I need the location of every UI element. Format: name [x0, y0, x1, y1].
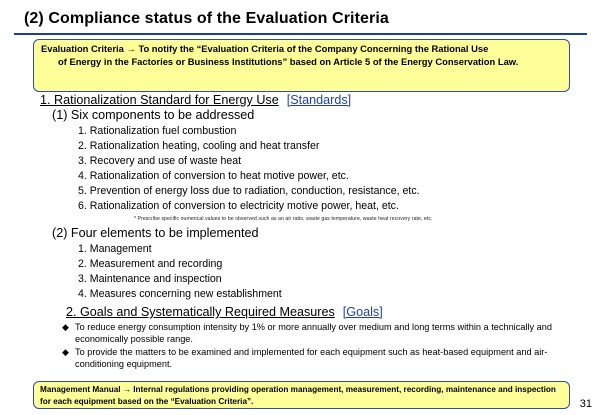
footnote: * Prescribe specific numerical values to be observed such as an air ratio, waste gas temperature, waste heat recovery rate, etc.	[134, 216, 433, 222]
manual-label: Management Manual	[40, 385, 121, 394]
diamond-bullet-icon: ◆	[62, 322, 69, 332]
list-item	[62, 347, 567, 371]
sub2-heading: (2) Four elements to be implemented	[52, 226, 259, 240]
section2-title: 2. Goals and Systematically Required Measures	[66, 305, 335, 319]
manual-text: Internal regulations providing operation management, measurement, recording, maintenance and inspection for each equipment based on the “Evaluation Criteria”.	[40, 385, 556, 406]
list-item: 2. Measurement and recording	[78, 258, 223, 270]
list-item: 4. Measures concerning new establishment	[78, 288, 282, 300]
diamond-bullet-icon: ◆	[62, 346, 69, 357]
section1-heading	[40, 93, 351, 107]
list-item: 3. Maintenance and inspection	[78, 273, 222, 285]
section1-tag: [Standards]	[286, 93, 352, 107]
list-item: 2. Rationalization heating, cooling and heat transfer	[78, 140, 320, 152]
slide-title: (2) Compliance status of the Evaluation Criteria	[24, 10, 389, 27]
list-item: 3. Recovery and use of waste heat	[78, 155, 242, 167]
six-components-list	[78, 124, 420, 214]
list-item	[62, 322, 567, 346]
goal-text: To reduce energy consumption intensity by 1% or more annually over medium and long terms within a technically and economically possible range.	[75, 322, 552, 344]
criteria-text-rest: of Energy in the Factories or Business Institutions” based on Article 5 of the Energy Conservation Law.	[58, 55, 519, 67]
criteria-text-line1: To notify the “Evaluation Criteria of the Company Concerning the Rational Use	[138, 43, 489, 54]
evaluation-criteria-box	[33, 39, 570, 92]
title-divider	[14, 33, 587, 35]
criteria-label: Evaluation Criteria	[41, 43, 124, 54]
sub1-heading: (1) Six components to be addressed	[52, 108, 255, 122]
list-item: 1. Management	[78, 243, 152, 255]
management-manual-box	[33, 381, 570, 409]
page-number: 31	[579, 398, 592, 410]
goals-list	[62, 322, 567, 372]
section2-heading	[66, 305, 383, 319]
list-item: 6. Rationalization of conversion to electricity motive power, heat, etc.	[78, 200, 399, 212]
criteria-arrow: →	[126, 43, 136, 54]
list-item: 1. Rationalization fuel combustion	[78, 125, 237, 137]
manual-arrow: →	[122, 385, 131, 394]
list-item: 5. Prevention of energy loss due to radiation, conduction, resistance, etc.	[78, 185, 420, 197]
list-item: 4. Rationalization of conversion to heat motive power, etc.	[78, 170, 349, 182]
four-elements-list	[78, 242, 282, 302]
section1-title: 1. Rationalization Standard for Energy Use	[40, 93, 279, 107]
goal-text: To provide the matters to be examined and implemented for each equipment such as heat-based equipment and air-conditioning equipment.	[75, 346, 548, 369]
section2-tag: [Goals]	[342, 305, 383, 319]
